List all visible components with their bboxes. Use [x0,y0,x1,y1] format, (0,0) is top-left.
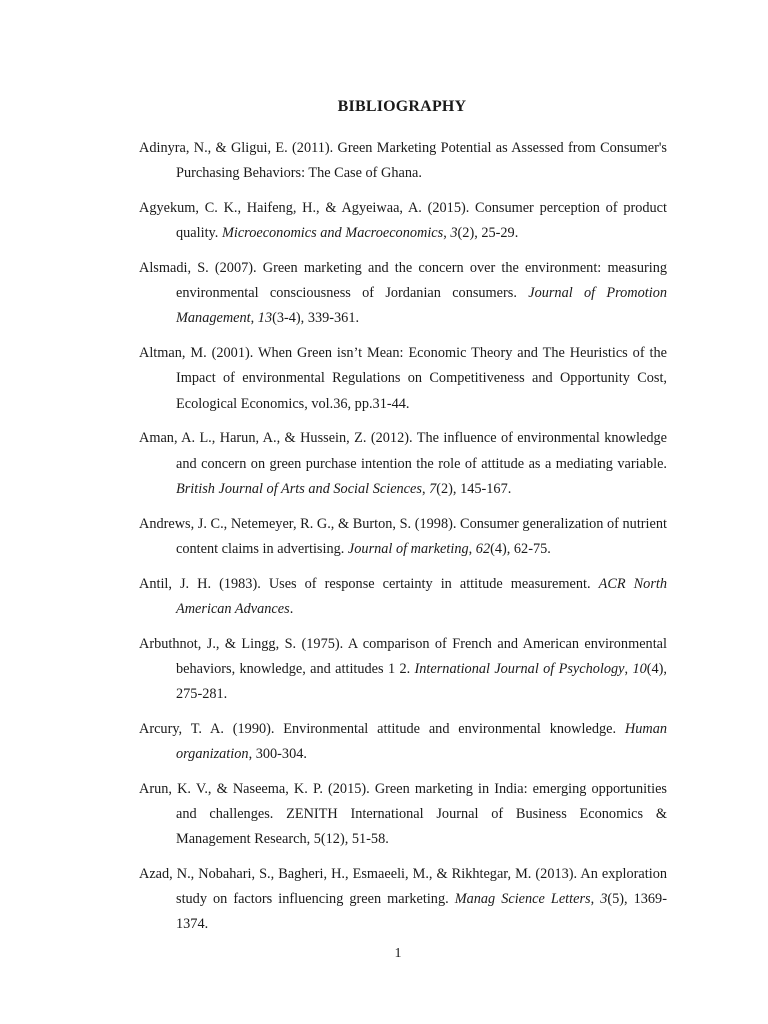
reference-italic-text: Microeconomics and Macroeconomics [221,225,444,242]
reference-entry [139,341,667,417]
reference-italic-text: International Journal of Psychology [414,660,625,677]
reference-italic-text: ACR North American Advances [176,575,667,617]
reference-italic-text: 3 [600,891,608,908]
reference-text: . [289,600,294,617]
reference-text: (4), 62-75. [490,540,551,557]
page-number: 1 [394,946,402,961]
reference-text: Agyekum, C. K., Haifeng, H., & Agyeiwaa, A. (2015). Consumer perception of product quality. [139,200,667,242]
reference-italic-text: Human organization [176,720,667,763]
reference-text: Alsmadi, S. (2007). Green marketing and the concern over the environment: measuring environmental consciousness of Jordanian consumers. [139,260,667,302]
reference-entry [139,136,667,186]
reference-entry [139,632,667,708]
reference-text: , [421,480,430,497]
reference-italic-text: 62 [475,540,491,557]
reference-text: , [468,540,476,557]
reference-italic-text: British Journal of Arts and Social Sciences [176,480,422,497]
reference-text: Andrews, J. C., Netemeyer, R. G., & Burton, S. (1998). Consumer generalization of nutrient content claims in advertising. [139,515,667,557]
reference-text: Arcury, T. A. (1990). Environmental attitude and environmental knowledge. [139,720,625,737]
reference-entry [139,196,667,246]
reference-entry [139,426,667,502]
reference-text: , [250,310,258,327]
reference-italic-text: 7 [429,480,437,497]
reference-italic-text: Manag Science Letters [454,891,591,908]
reference-italic-text: 3 [450,225,458,242]
reference-entry [139,572,667,622]
reference-list [139,136,667,947]
reference-text: Arun, K. V., & Naseema, K. P. (2015). Green marketing in India: emerging opportunities and challenges. ZENITH International Journal of Business Economics & Management Research, 5(12), 51-58. [139,780,667,848]
page-title: BIBLIOGRAPHY [337,98,467,115]
reference-text: Antil, J. H. (1983). Uses of response certainty in attitude measurement. [139,575,599,592]
reference-text: (5), 1369-1374. [176,891,667,933]
reference-text: Adinyra, N., & Gligui, E. (2011). Green Marketing Potential as Assessed from Consumer's Purchasing Behaviors: The Case of Ghana. [139,140,667,182]
reference-entry [139,717,667,767]
reference-text: Altman, M. (2001). When Green isn’t Mean: Economic Theory and The Heuristics of the Impact of environmental Regulations on Competitiveness and Opportunity Cost, Ecological Economics, vol.36, pp.31-44. [139,345,667,412]
reference-entry [139,512,667,562]
reference-text: (3-4), 339-361. [272,310,360,327]
reference-text: Azad, N., Nobahari, S., Bagheri, H., Esmaeeli, M., & Rikhtegar, M. (2013). An exploration study on factors influencing green marketing. [139,866,667,908]
reference-entry [139,256,667,332]
reference-italic-text: 10 [632,660,647,677]
reference-text: , 300-304. [248,746,307,763]
reference-italic-text: Journal of Promotion Management [176,285,668,327]
reference-text: Arbuthnot, J., & Lingg, S. (1975). A comparison of French and American environmental behaviors, knowledge, and attitudes 1 2. [139,635,667,677]
reference-text: Aman, A. L., Harun, A., & Hussein, Z. (2012). The influence of environmental knowledge and concern on green purchase intention the role of attitude as a mediating variable. [139,430,667,472]
reference-text: (2), 145-167. [436,480,512,497]
reference-text: , [590,891,601,908]
reference-entry [139,777,667,853]
reference-text: (2), 25-29. [457,225,519,242]
reference-entry [139,862,667,938]
reference-italic-text: Journal of marketing [347,540,469,557]
reference-text: (4), 275-281. [176,660,667,703]
reference-italic-text: 13 [257,310,273,327]
reference-text: , [624,660,633,677]
reference-text: , [443,225,451,242]
